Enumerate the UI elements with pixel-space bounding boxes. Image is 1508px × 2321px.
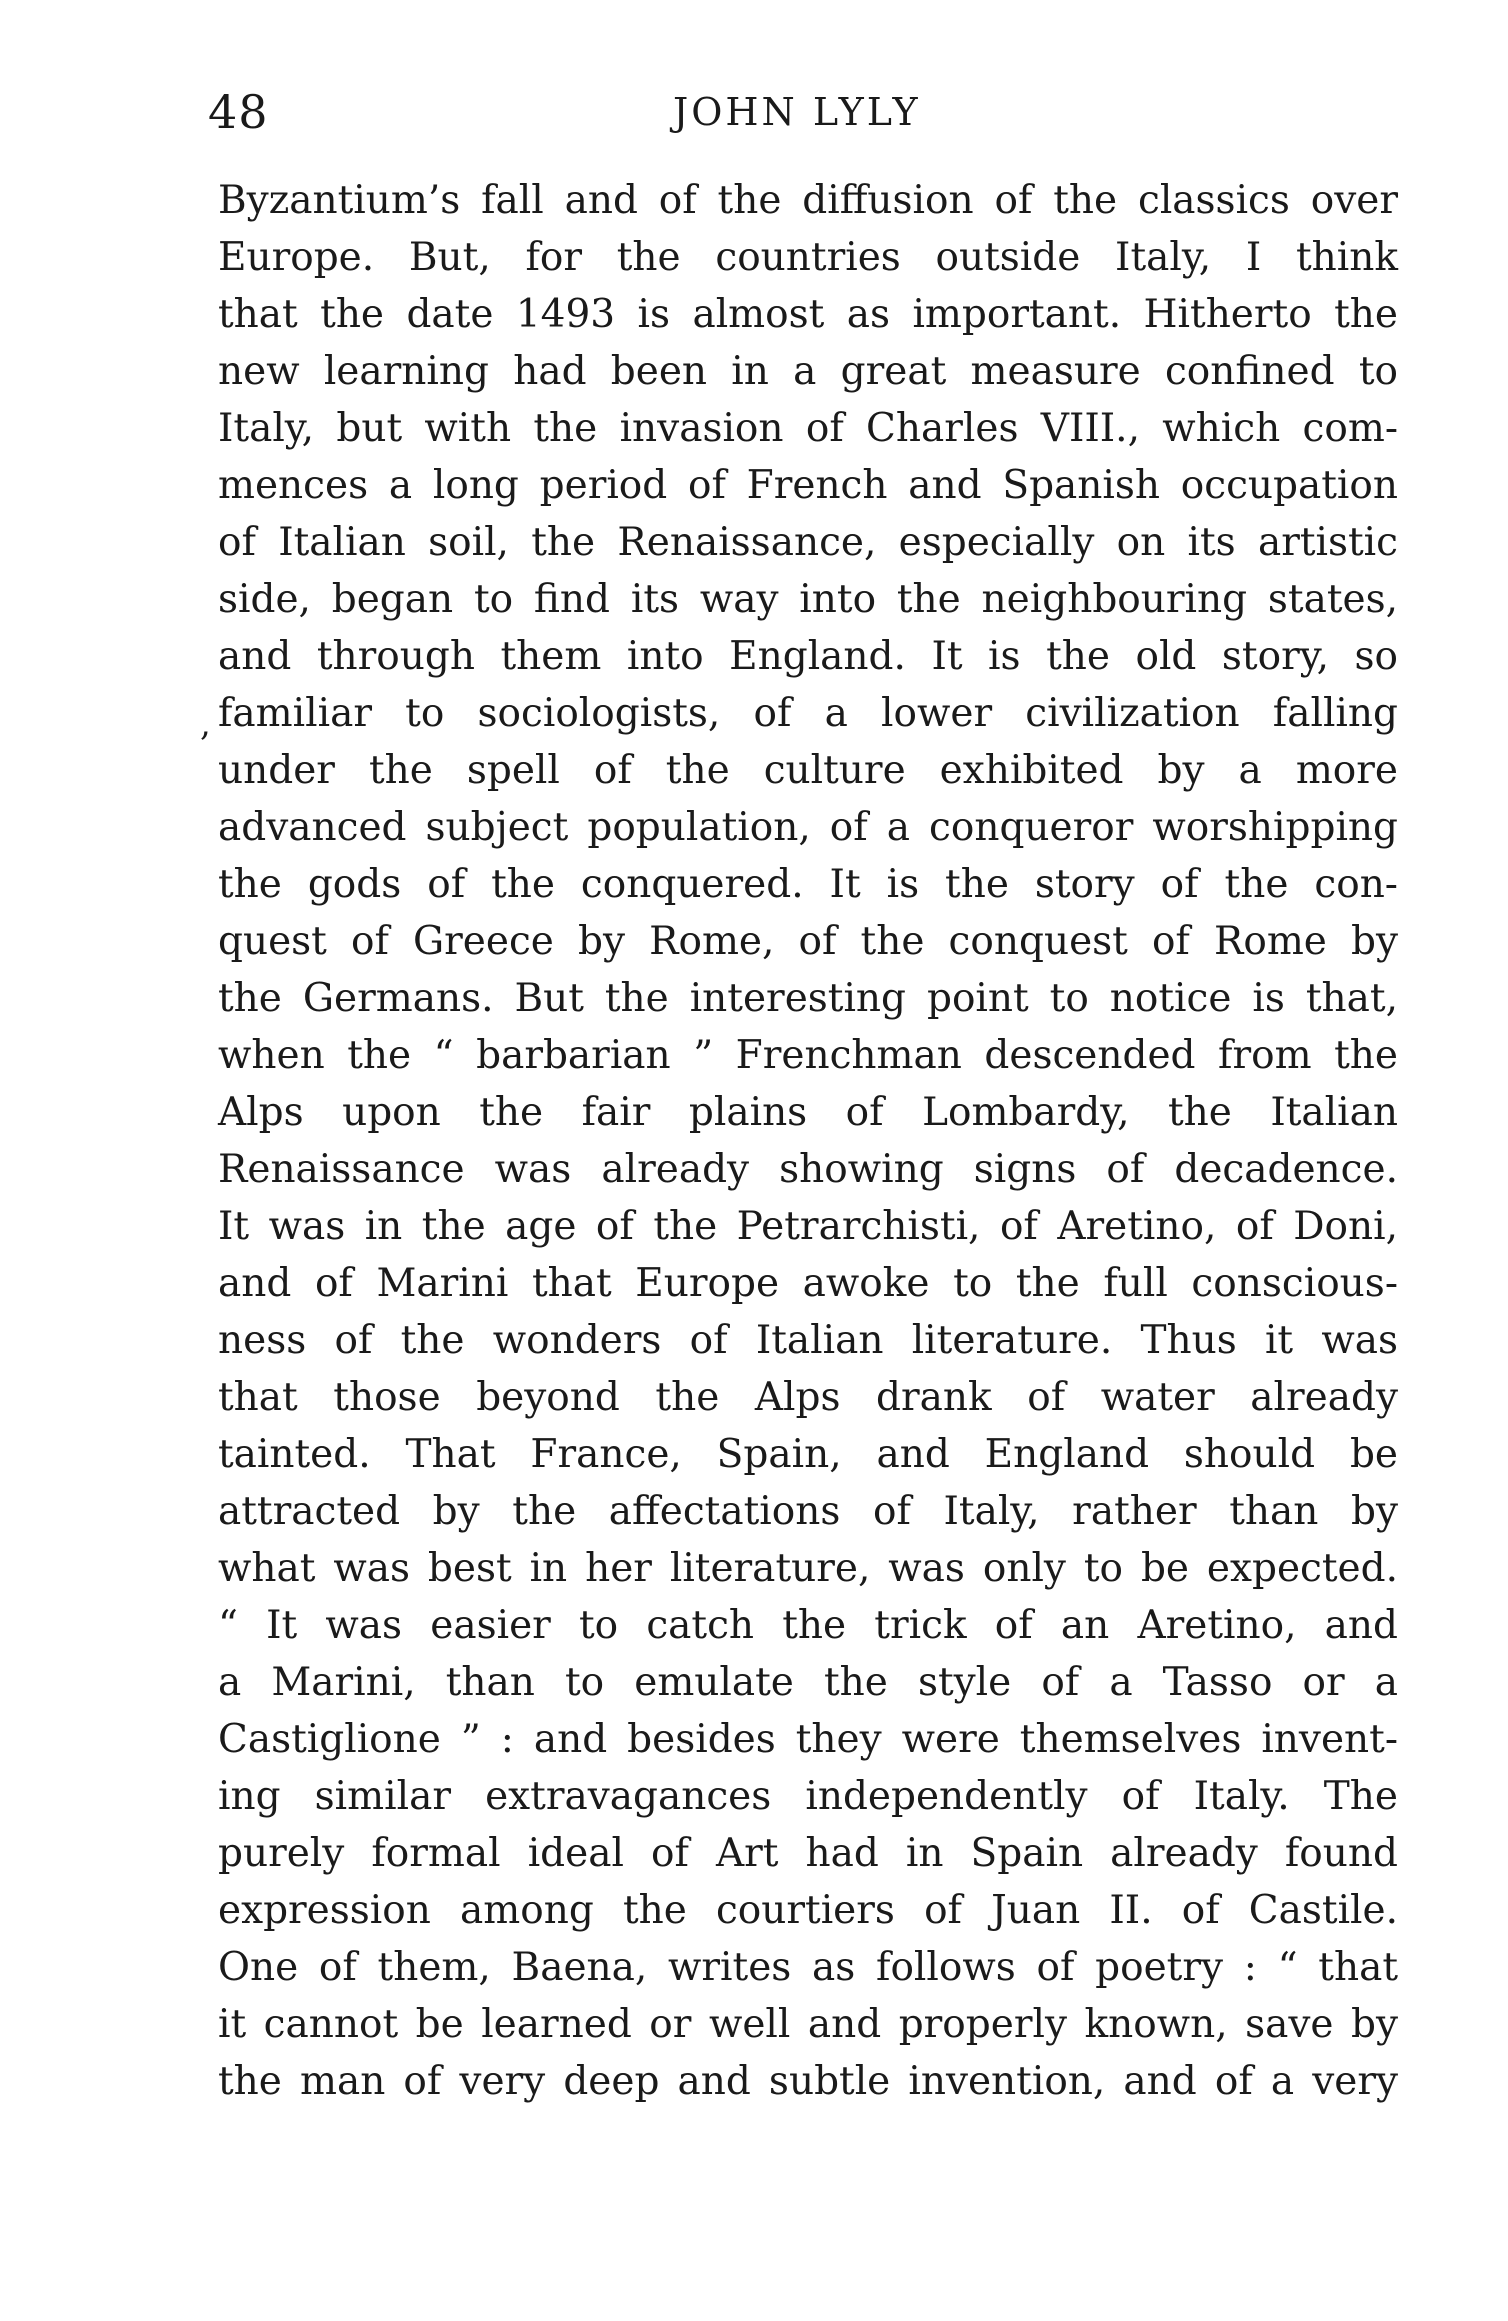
text-line: purely formal ideal of Art had in Spain already found [218,1831,1398,1876]
text-line: Italy, but with the invasion of Charles VIII., which com- [218,406,1398,451]
text-line: Byzantium’s fall and of the diffusion of the classics over [218,178,1398,223]
running-head [208,82,1388,142]
text-line: that those beyond the Alps drank of water already [218,1375,1398,1420]
text-line: ing similar extravagances independently of Italy. The [218,1774,1398,1819]
text-line: tainted. That France, Spain, and England should be [218,1432,1398,1477]
text-line: “ It was easier to catch the trick of an Aretino, and [218,1603,1398,1648]
text-line: advanced subject population, of a conqueror worshipping [218,805,1398,850]
text-line: expression among the courtiers of Juan II. of Castile. [218,1888,1398,1933]
text-line: it cannot be learned or well and properly known, save by [218,2002,1398,2047]
text-line: the man of very deep and subtle invention, and of a very [218,2059,1398,2104]
running-title: JOHN LYLY [673,90,921,134]
body-text [218,172,1398,2110]
text-line: what was best in her literature, was only to be expected. [218,1546,1398,1591]
margin-mark: , [200,704,211,744]
text-line: ness of the wonders of Italian literature. Thus it was [218,1318,1398,1363]
text-line: new learning had been in a great measure confined to [218,349,1398,394]
text-line: when the “ barbarian ” Frenchman descended from the [218,1033,1398,1078]
text-line: attracted by the affectations of Italy, rather than by [218,1489,1398,1534]
text-line: Europe. But, for the countries outside Italy, I think [218,235,1398,280]
text-line: under the spell of the culture exhibited by a more [218,748,1398,793]
text-line: that the date 1493 is almost as important. Hitherto the [218,292,1398,337]
text-line: the Germans. But the interesting point to notice is that, [218,976,1398,1021]
text-line: quest of Greece by Rome, of the conquest of Rome by [218,919,1398,964]
text-line: Alps upon the fair plains of Lombardy, the Italian [218,1090,1398,1135]
text-line: side, began to find its way into the neighbouring states, [218,577,1398,622]
text-line: One of them, Baena, writes as follows of poetry : “ that [218,1945,1398,1990]
text-line: familiar to sociologists, of a lower civilization falling [218,691,1398,736]
text-line: and through them into England. It is the old story, so [218,634,1398,679]
text-line: mences a long period of French and Spanish occupation [218,463,1398,508]
text-line: of Italian soil, the Renaissance, especially on its artistic [218,520,1398,565]
text-line: It was in the age of the Petrarchisti, of Aretino, of Doni, [218,1204,1398,1249]
text-line: and of Marini that Europe awoke to the full conscious- [218,1261,1398,1306]
text-line: the gods of the conquered. It is the story of the con- [218,862,1398,907]
text-line: Castiglione ” : and besides they were themselves invent- [218,1717,1398,1762]
text-line: Renaissance was already showing signs of decadence. [218,1147,1398,1192]
text-line: a Marini, than to emulate the style of a Tasso or a [218,1660,1398,1705]
page-number: 48 [208,85,269,139]
